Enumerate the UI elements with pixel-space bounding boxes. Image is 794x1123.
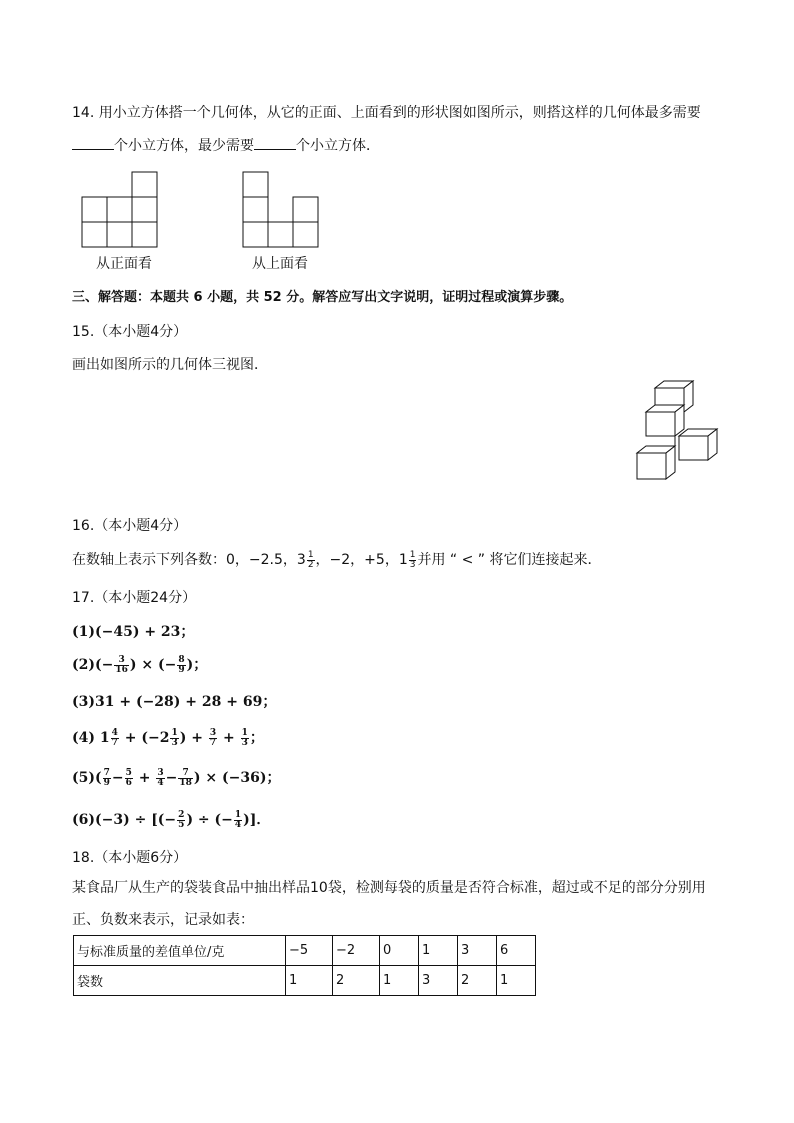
q17-part1: (1)(−45) + 23； (72, 624, 195, 640)
table-row: 袋数 1 2 1 3 2 1 (74, 966, 536, 996)
q15-header: 15.（本小题4分） (72, 324, 188, 340)
fraction: $\frac{5}{6}$ (125, 767, 132, 788)
top-view-figure (241, 170, 321, 250)
q15-text: 画出如图所示的几何体三视图． (72, 357, 268, 373)
q17-part2: (2)(− $\frac{3}{16}$ ) × (− $\frac{8}{9}$ )； (72, 654, 208, 675)
fraction: $\frac{4}{7}$ (111, 727, 118, 748)
top-view-caption: 从上面看 (252, 256, 308, 272)
fraction: $\frac{7}{18}$ (179, 767, 192, 788)
isometric-cubes-figure (632, 378, 724, 484)
fraction: $\frac{2}{5}$ (178, 809, 185, 830)
q17-part4: (4) 1 $\frac{4}{7}$ + (−2 $\frac{1}{3}$ ) + $\frac{3}{7}$ + $\frac{1}{3}$ ； (72, 727, 264, 748)
table-row: 与标准质量的差值单位/克 −5 −2 0 1 3 6 (74, 936, 536, 966)
fraction: $\frac{8}{9}$ (178, 654, 185, 675)
fraction: $\frac{1}{4}$ (234, 809, 242, 830)
section-heading: 三、解答题：本题共 6 小题，共 52 分。解答应写出文字说明，证明过程或演算步骤。 (72, 290, 573, 305)
fraction: $\frac{1}{2}$ (307, 549, 314, 570)
q17-part5: (5)( $\frac{7}{9}$ − $\frac{5}{6}$ + $\frac{3}{4}$ − $\frac{7}{18}$ ) × (−36)； (72, 767, 281, 788)
fraction: $\frac{1}{3}$ (409, 549, 416, 570)
q17-part6: (6)(−3) ÷ [(− $\frac{2}{5}$ ) ÷ (− $\frac{1}{4}$ )]． (72, 809, 271, 830)
answer-blank-min[interactable] (254, 135, 296, 150)
q18-text1: 某食品厂从生产的袋装食品中抽出样品10袋，检测每袋的质量是否符合标准，超过或不足的部分分别用 (72, 880, 706, 896)
q14-line1: 14. 用小立方体搭一个几何体，从它的正面、上面看到的形状图如图所示，则搭这样的几何体最多需要 (72, 105, 701, 121)
q18-text2: 正、负数来表示，记录如表： (72, 912, 254, 928)
fraction: $\frac{3}{7}$ (209, 727, 217, 748)
answer-blank-max[interactable] (72, 135, 114, 150)
fraction: $\frac{7}{9}$ (103, 767, 110, 788)
q14-line2: 个小立方体，最少需要 个小立方体． (72, 135, 380, 156)
fraction: $\frac{3}{4}$ (157, 767, 164, 788)
fraction: $\frac{1}{3}$ (171, 727, 178, 748)
q17-header: 17.（本小题24分） (72, 590, 197, 606)
fraction: $\frac{3}{16}$ (115, 654, 128, 675)
q16-header: 16.（本小题4分） (72, 518, 188, 534)
fraction: $\frac{1}{3}$ (241, 727, 248, 748)
weight-difference-table (73, 935, 536, 996)
q17-part3: (3)31 + (−28) + 28 + 69； (72, 694, 277, 710)
front-view-figure (80, 170, 160, 250)
q16-text: 在数轴上表示下列各数：0，−2.5，3 $\frac{1}{2}$ ，−2，+5，1 $\frac{1}{3}$ 并用 “ < ” 将它们连接起来． (72, 549, 602, 570)
q18-header: 18.（本小题6分） (72, 850, 188, 866)
front-view-caption: 从正面看 (96, 256, 152, 272)
